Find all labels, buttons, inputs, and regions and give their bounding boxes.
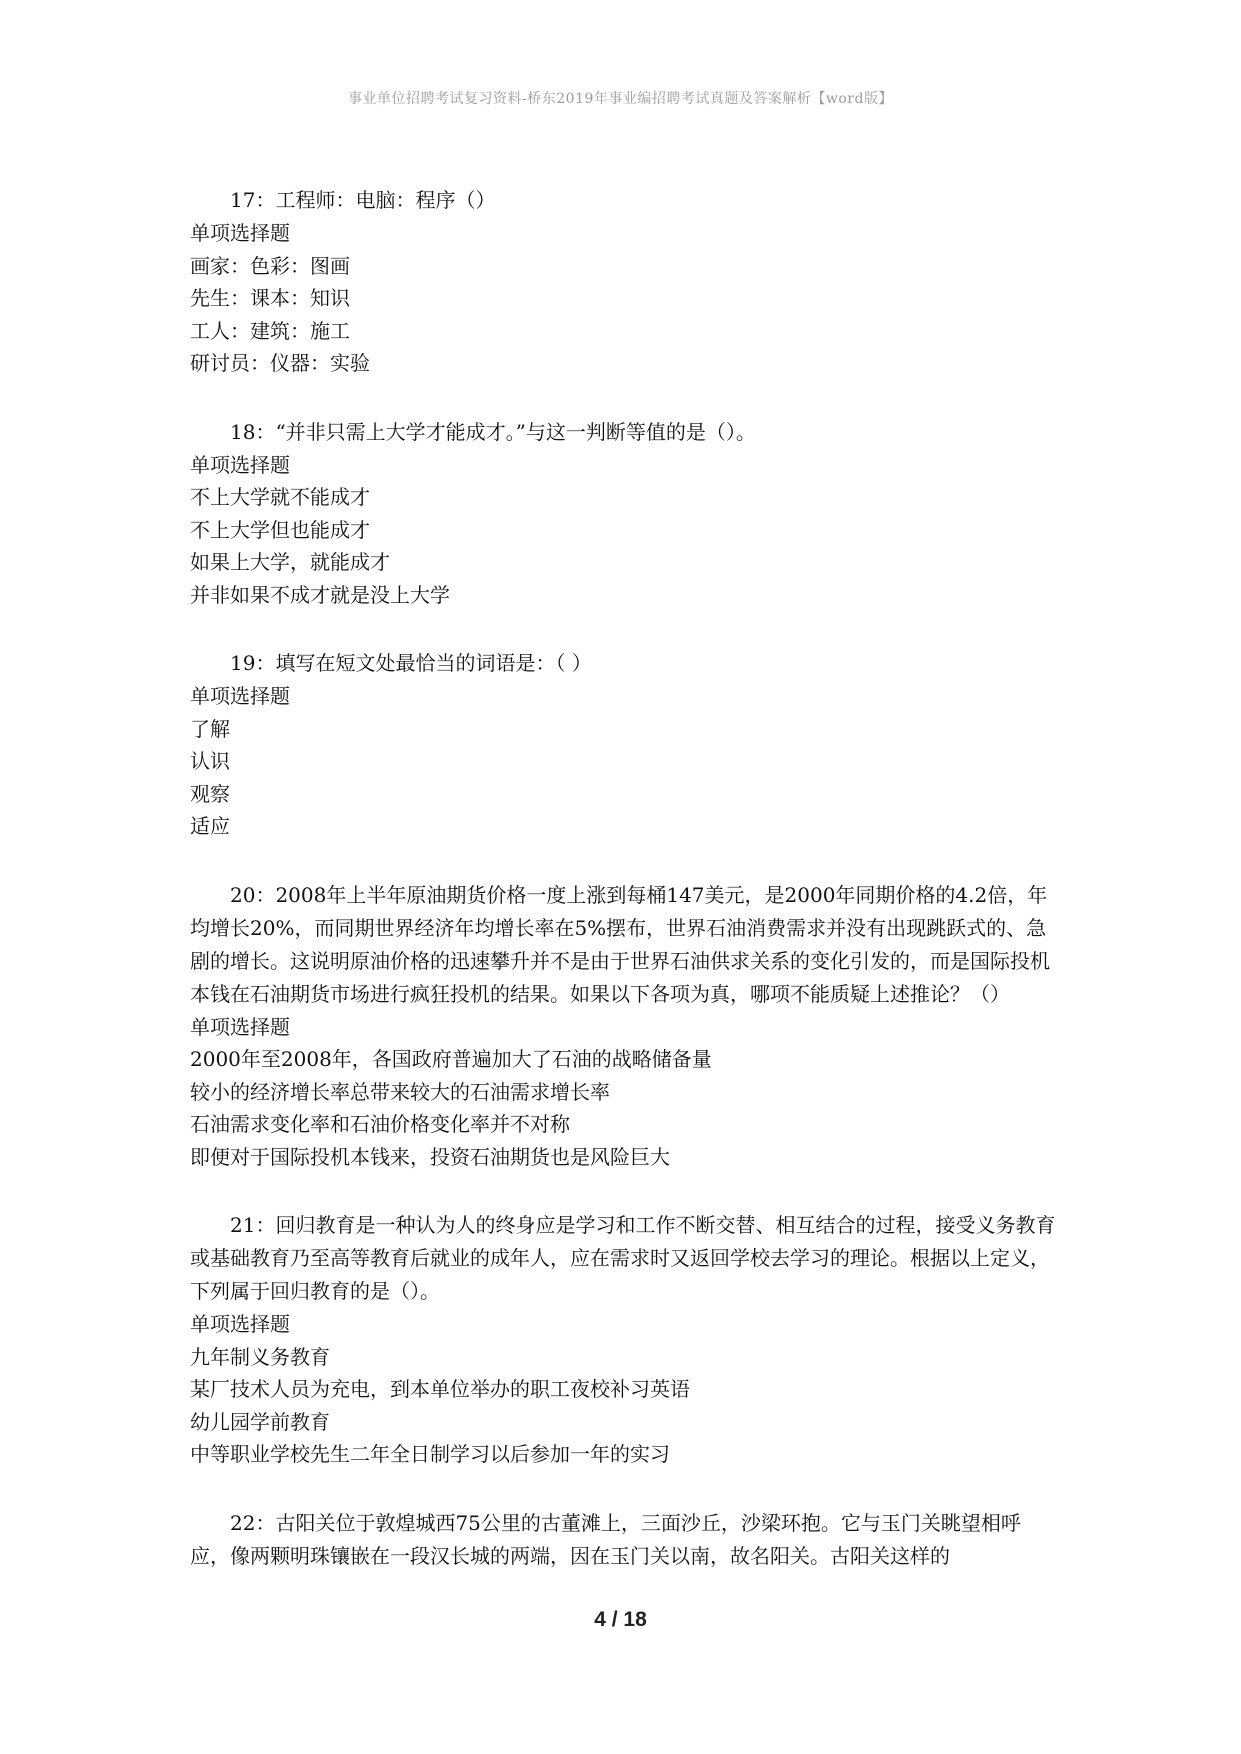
option: 了解 [190,716,230,741]
option: 观察 [190,781,230,806]
question-17 [190,184,1060,380]
option: 画家：色彩：图画 [190,253,350,278]
question-stem: 21：回归教育是一种认为人的终身应是学习和工作不断交替、相互结合的过程，接受义务教育或基础教育乃至高等教育后就业的成年人，应在需求时又返回学校去学习的理论。根据以上定义，下列属于回归教育的是（）。 [190,1213,1056,1303]
option: 较小的经济增长率总带来较大的石油需求增长率 [190,1079,610,1104]
question-type: 单项选择题 [190,684,290,708]
option: 石油需求变化率和石油价格变化率并不对称 [190,1112,570,1136]
option: 认识 [190,749,230,773]
option: 某厂技术人员为充电，到本单位举办的职工夜校补习英语 [190,1377,690,1401]
page-number: 4 / 18 [594,1608,647,1631]
option: 即便对于国际投机本钱来，投资石油期货也是风险巨大 [190,1144,670,1169]
question-21 [190,1209,1060,1471]
question-22 [190,1507,1060,1573]
question-type: 单项选择题 [190,1014,290,1039]
question-stem: 20：2008年上半年原油期货价格一度上涨到每桶147美元，是2000年同期价格的4.2倍，年均增长20%，而同期世界经济年均增长率在5%摆布，世界石油消费需求并没有出现跳跃式的、急剧的增长。这说明原油价格的迅速攀升并不是由于世界石油供求关系的变化引发的，而是国际投机本钱在石油期货市场进行疯狂投机的结果。如果以下各项为真，哪项不能质疑上述推论？（） [190,882,1050,1006]
question-type: 单项选择题 [190,221,290,245]
option: 并非如果不成才就是没上大学 [190,582,450,607]
page-header: 事业单位招聘考试复习资料-桥东2019年事业编招聘考试真题及答案解析【word版】 [348,91,893,107]
option: 适应 [190,814,230,838]
question-stem: 17：工程师：电脑：程序（） [230,188,496,212]
option: 九年制义务教育 [190,1344,330,1369]
option: 研讨员：仪器：实验 [190,351,370,375]
question-stem: 22：古阳关位于敦煌城西75公里的古董滩上，三面沙丘，沙梁环抱。它与玉门关眺望相呼应，像两颗明珠镶嵌在一段汉长城的两端，因在玉门关以南，故名阳关。古阳关这样的 [190,1510,1021,1568]
question-18 [190,416,1060,612]
option: 工人：建筑：施工 [190,318,350,343]
option: 中等职业学校先生二年全日制学习以后参加一年的实习 [190,1442,670,1466]
option: 如果上大学，就能成才 [190,550,390,574]
question-type: 单项选择题 [190,452,290,477]
question-19 [190,647,1060,843]
option: 先生：课本：知识 [190,286,350,310]
option: 2000年至2008年，各国政府普遍加大了石油的战略储备量 [190,1047,712,1071]
option: 幼儿园学前教育 [190,1409,330,1434]
question-stem: 19：填写在短文处最恰当的词语是：（ ） [230,651,592,675]
question-stem: 18：“并非只需上大学才能成才。”与这一判断等值的是（）。 [230,419,756,444]
question-type: 单项选择题 [190,1312,290,1336]
question-20 [190,879,1060,1174]
option: 不上大学就不能成才 [190,485,370,509]
question-list [190,184,1060,1609]
option: 不上大学但也能成才 [190,517,370,542]
